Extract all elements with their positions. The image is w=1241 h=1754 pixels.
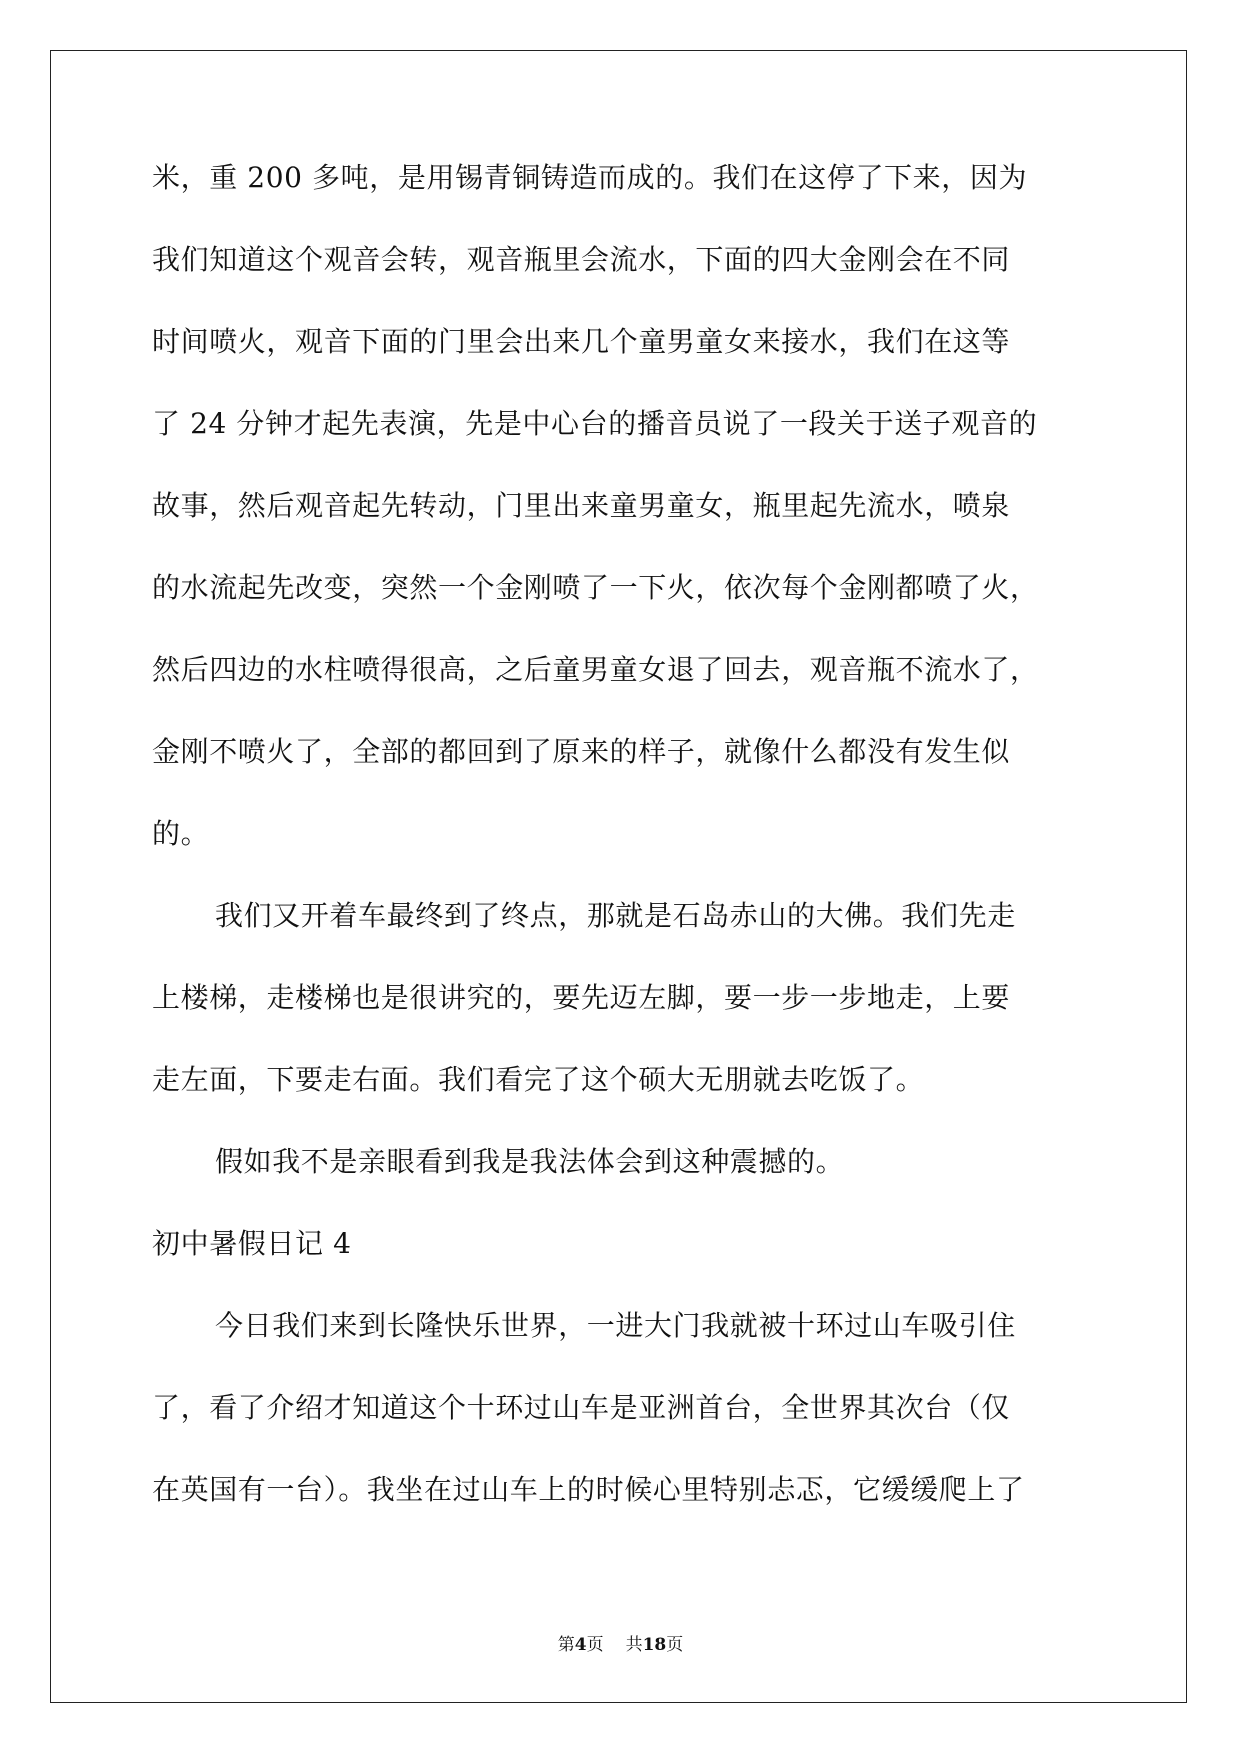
- text-line: 然后四边的水柱喷得很高，之后童男童女退了回去，观音瓶不流水了，: [152, 653, 1039, 686]
- paragraph-start-line: 假如我不是亲眼看到我是我法体会到这种震撼的。: [215, 1145, 845, 1178]
- page-prefix: 第: [557, 1635, 575, 1655]
- paragraph-start-line: 今日我们来到长隆快乐世界，一进大门我就被十环过山车吸引住: [215, 1309, 1016, 1342]
- total-pages: 18: [642, 1635, 667, 1655]
- paragraph-start-line: 我们又开着车最终到了终点，那就是石岛赤山的大佛。我们先走: [215, 899, 1016, 932]
- text-line: 走左面，下要走右面。我们看完了这个硕大无朋就去吃饭了。: [152, 1063, 925, 1096]
- total-suffix: 页: [666, 1635, 684, 1655]
- page-number: 4: [574, 1635, 587, 1655]
- section-heading: 初中暑假日记 4: [152, 1227, 352, 1260]
- text-line: 上楼梯，走楼梯也是很讲究的，要先迈左脚，要一步一步地走，上要: [152, 981, 1011, 1014]
- text-line: 时间喷火，观音下面的门里会出来几个童男童女来接水，我们在这等: [152, 325, 1011, 358]
- text-line: 的水流起先改变，突然一个金刚喷了一下火，依次每个金刚都喷了火，: [152, 571, 1039, 604]
- text-line: 了 24 分钟才起先表演，先是中心台的播音员说了一段关于送子观音的: [152, 407, 1038, 440]
- text-line: 了，看了介绍才知道这个十环过山车是亚洲首台，全世界其次台（仅: [152, 1391, 1011, 1424]
- document-body: [152, 158, 1092, 1552]
- text-line: 在英国有一台）。我坐在过山车上的时候心里特别忐忑，它缓缓爬上了: [152, 1473, 1025, 1506]
- text-line: 故事，然后观音起先转动，门里出来童男童女，瓶里起先流水，喷泉: [152, 489, 1011, 522]
- page-footer: [0, 1635, 1241, 1655]
- page-suffix: 页: [586, 1635, 604, 1655]
- text-line: 我们知道这个观音会转，观音瓶里会流水，下面的四大金刚会在不同: [152, 243, 1011, 276]
- text-line: 米，重 200 多吨，是用锡青铜铸造而成的。我们在这停了下来，因为: [152, 161, 1028, 194]
- text-line: 的。: [152, 817, 210, 850]
- text-line: 金刚不喷火了，全部的都回到了原来的样子，就像什么都没有发生似: [152, 735, 1011, 768]
- total-prefix: 共: [625, 1635, 643, 1655]
